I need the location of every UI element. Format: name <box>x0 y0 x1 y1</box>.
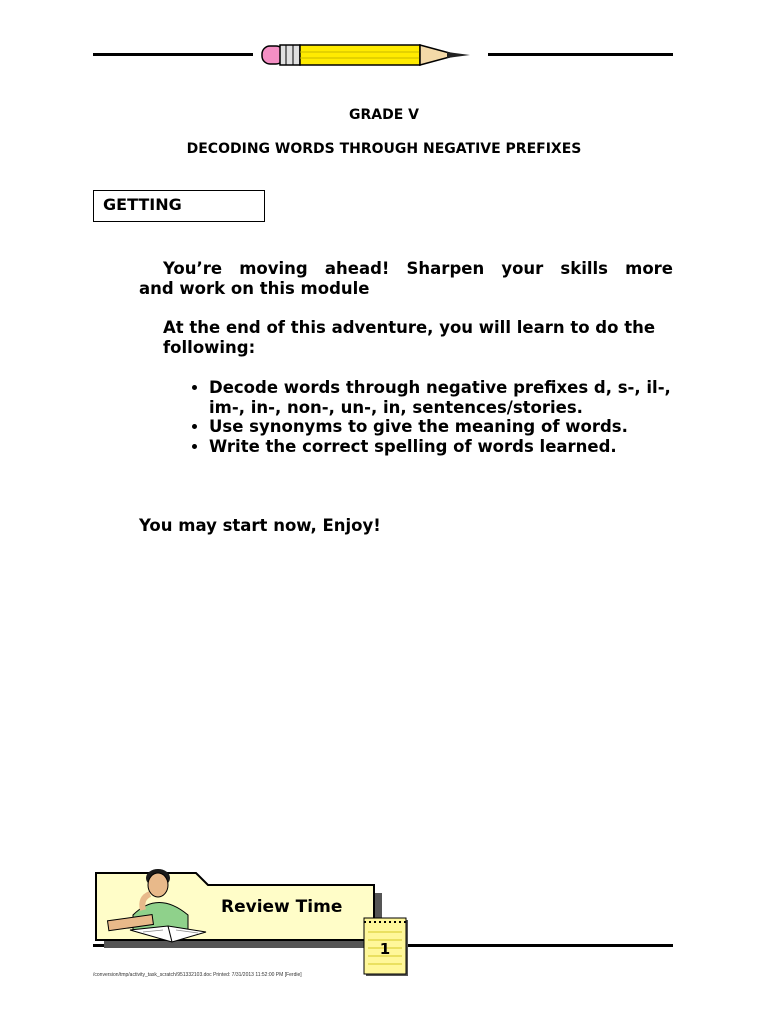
closing-text: You may start now, Enjoy! <box>139 516 381 535</box>
footer-file-path: /conversion/tmp/activity_task_scratch/951332103.doc Printed: 7/31/2013 11:52:00 PM [Ferdie] <box>93 972 302 978</box>
header-rule-left <box>93 53 253 56</box>
intro-paragraph <box>139 259 673 299</box>
review-time-banner <box>88 860 418 980</box>
grade-heading: GRADE V <box>349 107 419 123</box>
page-number: 1 <box>379 940 391 958</box>
objectives-lead: At the end of this adventure, you will learn to do the following: <box>163 318 656 357</box>
list-item: • Write the correct spelling of words learned. <box>209 437 709 457</box>
section-label-box <box>93 190 265 222</box>
section-label: GETTING <box>103 195 182 214</box>
pencil-icon <box>252 40 492 70</box>
module-title: DECODING WORDS THROUGH NEGATIVE PREFIXES <box>186 141 582 157</box>
list-item: • Decode words through negative prefixes d, s-, il-, im-, in-, non-, un-, in, sentences/stories. <box>209 378 709 417</box>
intro-line-1: You’re moving ahead! Sharpen your skills more <box>163 259 673 278</box>
review-time-label: Review Time <box>221 897 343 917</box>
objectives-list <box>163 378 709 456</box>
footer-rule-right <box>407 944 673 947</box>
header-rule-right <box>488 53 673 56</box>
list-item: • Use synonyms to give the meaning of words. <box>209 417 709 437</box>
intro-line-2: and work on this module <box>139 279 370 298</box>
